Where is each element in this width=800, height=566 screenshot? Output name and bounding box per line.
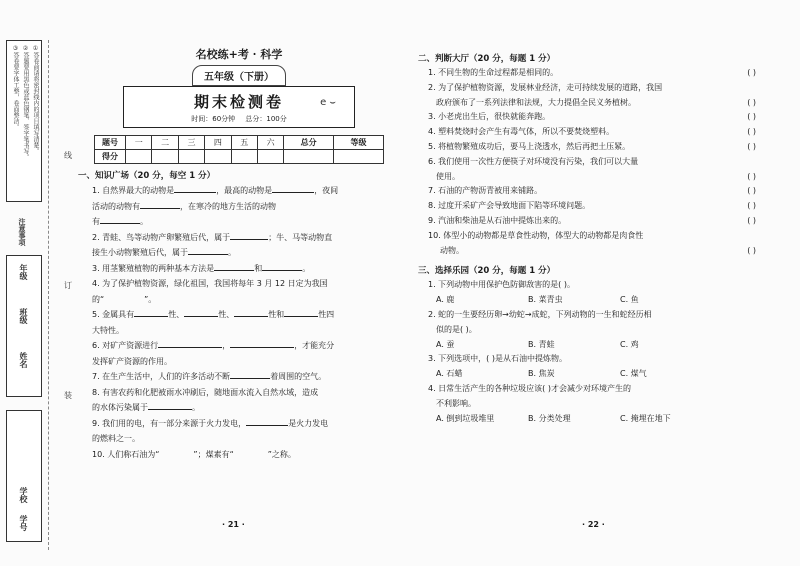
option-a[interactable]: A. 鹿 <box>436 295 455 305</box>
score-blank[interactable] <box>205 150 231 164</box>
right-page <box>418 38 778 426</box>
score-blank[interactable] <box>231 150 257 164</box>
answer-blank[interactable] <box>230 378 270 379</box>
section-3-heading: 三、选择乐园（20 分，每题 1 分） <box>418 266 556 277</box>
q-text: ”。 <box>144 294 157 304</box>
q-text: ；牛、马等动物直 <box>268 232 333 242</box>
q-text: 发挥矿产资源的作用。 <box>92 356 172 366</box>
answer-paren[interactable]: ( ) <box>747 186 756 196</box>
question-6 <box>92 338 400 369</box>
score-blank[interactable] <box>284 150 334 164</box>
score-cell: 六 <box>257 136 283 150</box>
q-text: 7. 在生产生活中，人们的许多活动不断 <box>92 372 231 381</box>
field-student-id: 学号 <box>19 515 28 531</box>
q-text: 5. 将植物繁殖成功后，要马上浇透水，然后再把土压紧。 <box>428 141 631 151</box>
choice-2: 2. 蛇的一生要经历卵→幼蛇→成蛇，下列动物的一生和蛇经历相 <box>428 309 652 319</box>
q-text: 5. 金属具有 <box>92 310 135 319</box>
field-name: 姓名 <box>19 352 28 368</box>
choice-1: 1. 下列动物中用保护色防御敌害的是( )。 <box>428 280 575 290</box>
option-a[interactable]: A. 倒到垃圾堆里 <box>436 413 495 423</box>
answer-blank[interactable] <box>230 239 268 240</box>
answer-blank[interactable] <box>184 316 218 317</box>
option-b[interactable]: B. 分类处理 <box>528 413 571 423</box>
notes-label: 注意事项 <box>18 218 26 246</box>
score-blank[interactable] <box>152 150 178 164</box>
q-text: 使用。 <box>436 171 460 181</box>
left-page <box>78 38 400 462</box>
judge-2-cont <box>436 96 778 111</box>
score-cell: 题号 <box>95 136 126 150</box>
answer-paren[interactable]: ( ) <box>747 141 756 151</box>
question-8 <box>92 385 400 416</box>
answer-paren[interactable]: ( ) <box>747 68 756 77</box>
school-info-box <box>6 410 42 542</box>
q-text: 。 <box>228 248 236 257</box>
question-2 <box>92 230 400 261</box>
judge-7 <box>428 184 778 199</box>
q-text: 的水体污染属于 <box>92 403 148 412</box>
answer-paren[interactable]: ( ) <box>747 127 756 137</box>
q-text: 8. 有害农药和化肥被雨水冲刷后，随地面水流入自然水域，造成 <box>92 387 319 397</box>
q-text: 是火力发电 <box>288 418 329 428</box>
judge-10 <box>428 229 778 244</box>
q-text: 4. 为了保护植物资源，绿化祖国，我国将每年 3 月 12 日定为我国 <box>92 279 328 288</box>
option-b[interactable]: B. 青蛙 <box>528 339 555 349</box>
answer-paren[interactable]: ( ) <box>747 201 756 211</box>
score-cell: 三 <box>178 136 204 150</box>
q-text: 大特性。 <box>92 325 124 335</box>
q-text: 性和 <box>268 310 285 319</box>
q-text: 和 <box>254 263 263 273</box>
score-cell: 总分 <box>284 136 334 150</box>
choice-2-options <box>436 338 778 353</box>
judge-2 <box>428 81 778 96</box>
q-text: 。 <box>192 403 200 412</box>
q-text: 性四 <box>318 310 335 319</box>
judge-8 <box>428 199 778 214</box>
q-text: 性、 <box>168 310 185 319</box>
option-c[interactable]: C. 鸡 <box>620 339 639 349</box>
score-cell: 五 <box>231 136 257 150</box>
q-text: 6. 我们使用一次性方便筷子对环境没有污染，我们可以大量 <box>428 156 639 166</box>
q-text: 7. 石油的产物沥青被用来铺路。 <box>428 186 543 196</box>
score-label: 得分 <box>95 150 126 164</box>
note-2: ②答题要用黑色或蓝色钢笔、签字笔书写。 <box>22 45 29 160</box>
exam-meta <box>124 114 354 124</box>
score-blank[interactable] <box>178 150 204 164</box>
student-info-box <box>6 255 42 397</box>
grade-tab: 五年级（下册） <box>192 65 286 86</box>
q-text: ”之称。 <box>267 449 296 459</box>
choice-1-options <box>436 293 778 308</box>
score-table-score-row <box>95 150 384 164</box>
answer-blank[interactable] <box>100 223 140 224</box>
question-4 <box>92 276 400 307</box>
judge-6-cont <box>436 170 778 185</box>
q-text: 的燃料之一。 <box>92 434 140 443</box>
q-text: 。 <box>140 217 148 226</box>
q-text: 10. 人们称石油为“ <box>92 449 160 459</box>
option-b[interactable]: B. 焦炭 <box>528 369 555 379</box>
exam-time: 时间：60分钟 <box>191 115 236 123</box>
exam-title: 期末检测卷 <box>193 93 284 111</box>
answer-blank[interactable] <box>246 425 288 426</box>
answer-blank[interactable] <box>272 192 314 193</box>
choice-3-options <box>436 367 778 382</box>
answer-blank[interactable] <box>262 270 302 271</box>
q-text: 1. 不同生物的生命过程都是相同的。 <box>428 68 559 77</box>
option-a[interactable]: A. 石蜡 <box>436 369 463 379</box>
judge-6 <box>428 155 778 170</box>
title-decoration: e ⌣ <box>320 97 336 108</box>
brand-title: 名校练+考 · 科学 <box>195 48 283 61</box>
q-text: 8. 过度开采矿产会导致地面下陷等环境问题。 <box>428 201 591 211</box>
judge-4 <box>428 125 778 140</box>
judge-1 <box>428 66 778 81</box>
answer-paren[interactable]: ( ) <box>747 215 756 225</box>
q-text: 9. 汽油和柴油是从石油中提炼出来的。 <box>428 215 567 225</box>
q-text: ，才能充分 <box>294 341 335 350</box>
score-cell: 四 <box>205 136 231 150</box>
judge-5 <box>428 140 778 155</box>
score-table <box>94 135 384 164</box>
choice-4: 4. 日常生活产生的各种垃圾应该( )才会减少对环境产生的 <box>428 383 631 393</box>
choice-4-cont: 不利影响。 <box>436 398 476 408</box>
q-text: ，在寒冷的地方生活的动物 <box>180 201 276 211</box>
q-text: 2. 青蛙、鸟等动物产卵繁殖后代，属于 <box>92 232 231 242</box>
section-2-heading: 二、判断大厅（20 分，每题 1 分） <box>418 54 556 64</box>
q-text: ，最高的动物是 <box>216 186 273 195</box>
q-text: 的“ <box>92 294 105 304</box>
option-c[interactable]: C. 鱼 <box>620 295 639 305</box>
answer-blank[interactable] <box>134 316 168 317</box>
page-number-left: · 21 · <box>222 520 245 529</box>
answer-blank[interactable] <box>174 192 216 193</box>
q-text: ”；煤素有“ <box>193 449 234 459</box>
choice-3: 3. 下列选项中，( )是从石油中提炼物。 <box>428 354 567 364</box>
question-9 <box>92 416 400 447</box>
cut-mark-seal: 装 <box>64 391 72 400</box>
answer-blank[interactable] <box>188 254 228 255</box>
answer-blank[interactable] <box>148 409 192 410</box>
answer-blank[interactable] <box>284 316 318 317</box>
score-blank[interactable] <box>126 150 152 164</box>
answer-blank[interactable] <box>230 347 294 348</box>
choice-4-options <box>436 412 778 427</box>
answer-paren[interactable]: ( ) <box>747 171 756 181</box>
score-cell: 等级 <box>334 136 384 150</box>
field-grade: 年级 <box>19 264 28 280</box>
q-text: 动物。 <box>440 245 464 255</box>
binding-strip <box>4 40 44 545</box>
answer-blank[interactable] <box>158 347 222 348</box>
q-text: 2. 为了保护植物资源，发展林业经济，走可持续发展的道路，我国 <box>428 82 663 92</box>
answer-paren[interactable]: ( ) <box>747 97 756 107</box>
answer-paren[interactable]: ( ) <box>747 112 756 122</box>
answer-blank[interactable] <box>234 316 268 317</box>
q-text: 活动的动物有 <box>92 201 140 211</box>
q-text: ，夜间 <box>314 186 339 195</box>
q-text: 3. 小老虎出生后，很快就能奔跑。 <box>428 112 551 122</box>
question-5 <box>92 307 400 338</box>
note-3: ③答卷要字体工整，卷面整洁。 <box>12 45 19 130</box>
question-7 <box>92 369 400 385</box>
choice-2-cont: 似的是( )。 <box>436 324 477 334</box>
q-text: 有 <box>92 217 100 226</box>
q-text: 3. 用茎繁殖植物的两种基本方法是 <box>92 263 215 273</box>
option-c[interactable]: C. 煤气 <box>620 369 647 379</box>
page-number-right: · 22 · <box>582 520 605 529</box>
field-class: 班级 <box>19 308 28 324</box>
score-blank[interactable] <box>334 150 384 164</box>
exam-total-score: 总分：100分 <box>245 115 287 123</box>
answer-blank[interactable] <box>140 208 180 209</box>
q-text: 10. 体型小的动物都是草食性动物，体型大的动物都是肉食性 <box>428 230 644 240</box>
q-text: 接生小动物繁殖后代，属于 <box>92 248 188 257</box>
score-cell: 二 <box>152 136 178 150</box>
question-1 <box>92 183 400 230</box>
q-text: 6. 对矿产资源进行 <box>92 341 159 350</box>
question-3 <box>92 261 400 277</box>
title-box <box>123 86 355 128</box>
q-text: 政府颁布了一系列法律和法规，大力提倡全民义务植树。 <box>436 97 636 107</box>
score-cell: 一 <box>126 136 152 150</box>
section-1-heading: 一、知识广场（20 分，每空 1 分） <box>78 171 216 181</box>
q-text: ， <box>222 341 231 350</box>
note-1: ①答卷前请将密封线内的项目填写清楚。 <box>32 45 39 154</box>
judge-3 <box>428 110 778 125</box>
answer-paren[interactable]: ( ) <box>747 245 756 255</box>
q-text: 着周围的空气。 <box>270 372 327 381</box>
field-school: 学校 <box>19 487 28 503</box>
q-text: 。 <box>302 263 311 273</box>
q-text: 9. 我们用的电，有一部分来源于火力发电， <box>92 418 247 428</box>
option-a[interactable]: A. 蚕 <box>436 339 455 349</box>
judge-9 <box>428 214 778 229</box>
judge-10-cont <box>440 244 778 259</box>
score-table-header-row <box>95 136 384 150</box>
cut-mark-line: 线 <box>64 151 72 160</box>
q-text: 4. 塑料焚烧时会产生有毒气体，所以不要焚烧塑料。 <box>428 127 615 137</box>
q-text: 性、 <box>218 310 235 319</box>
seal-line <box>48 40 49 550</box>
notes-box <box>6 40 42 202</box>
cut-mark-bind: 订 <box>64 281 72 290</box>
q-text: 1. 自然界最大的动物是 <box>92 186 175 195</box>
option-b[interactable]: B. 菜青虫 <box>528 295 563 305</box>
option-c[interactable]: C. 掩埋在地下 <box>620 413 671 423</box>
answer-blank[interactable] <box>214 270 254 271</box>
score-blank[interactable] <box>257 150 283 164</box>
question-10 <box>92 447 400 463</box>
